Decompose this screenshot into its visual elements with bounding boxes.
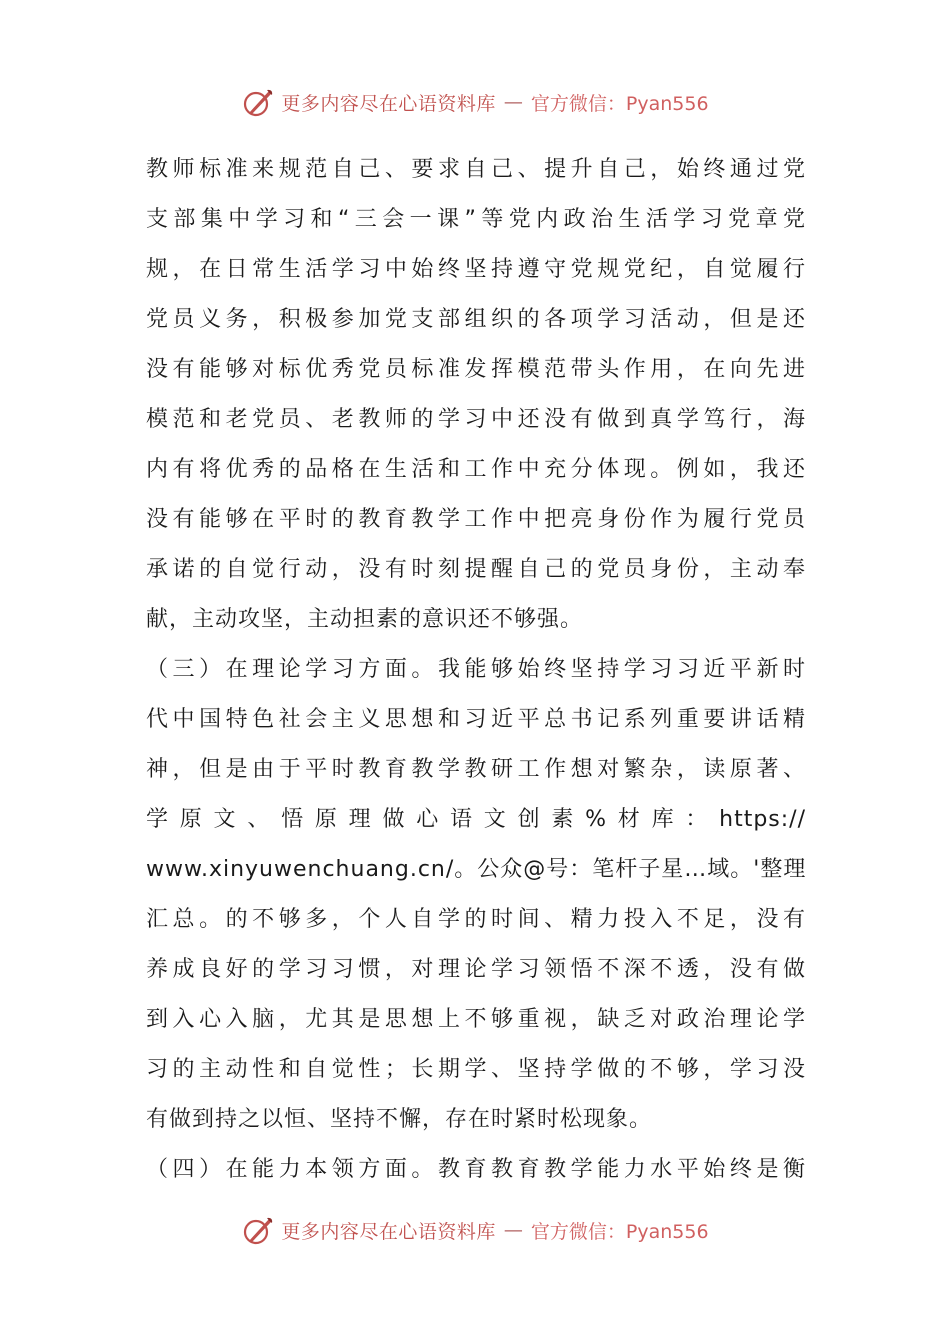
footer-contact-text: 官方微信：Pyan556	[530, 1220, 709, 1243]
header-separator: —	[503, 91, 523, 113]
body-line: 习的主动性和自觉性；长期学、坚持学做的不够，学习没	[146, 1057, 806, 1082]
quill-pen-icon	[241, 1213, 275, 1247]
document-body	[146, 145, 806, 1195]
footer-banner	[0, 1210, 950, 1250]
body-line: 学原文、悟原理做心语文创素%材库：https://	[146, 807, 806, 832]
body-line: 神，但是由于平时教育教学教研工作想对繁杂，读原著、	[146, 757, 806, 782]
body-line: 没有能够在平时的教育教学工作中把亮身份作为履行党员	[146, 507, 806, 532]
body-line: 养成良好的学习习惯，对理论学习领悟不深不透，没有做	[146, 957, 806, 982]
header-contact-text: 官方微信：Pyan556	[530, 92, 709, 115]
body-line: 没有能够对标优秀党员标准发挥模范带头作用，在向先进	[146, 357, 806, 382]
body-line: www.xinyuwenchuang.cn/。公众@号：笔杆子星…域。'整理	[146, 857, 807, 882]
body-line: 代中国特色社会主义思想和习近平总书记系列重要讲话精	[146, 707, 806, 732]
body-line: 规，在日常生活学习中始终坚持遵守党规党纪，自觉履行	[146, 257, 806, 282]
section-heading-line: （三）在理论学习方面。我能够始终坚持学习习近平新时	[146, 657, 806, 682]
body-line: 汇总。的不够多，个人自学的时间、精力投入不足，没有	[146, 907, 806, 932]
body-line: 党员义务，积极参加党支部组织的各项学习活动，但是还	[146, 307, 806, 332]
body-line: 到入心入脑，尤其是思想上不够重视，缺乏对政治理论学	[146, 1007, 806, 1032]
footer-separator: —	[503, 1219, 523, 1241]
body-line: 有做到持之以恒、坚持不懈，存在时紧时松现象。	[146, 1107, 653, 1132]
body-line: 教师标准来规范自己、要求自己、提升自己，始终通过党	[146, 157, 806, 182]
body-line: 内有将优秀的品格在生活和工作中充分体现。例如，我还	[146, 457, 806, 482]
body-line: 承诺的自觉行动，没有时刻提醒自己的党员身份，主动奉	[146, 557, 806, 582]
header-banner	[0, 82, 950, 122]
section-heading-line: （四）在能力本领方面。教育教育教学能力水平始终是衡	[146, 1157, 806, 1182]
body-line: 献，主动攻坚，主动担素的意识还不够强。	[146, 607, 584, 632]
body-line: 模范和老党员、老教师的学习中还没有做到真学笃行，海	[146, 407, 806, 432]
body-line: 支部集中学习和“三会一课”等党内政治生活学习党章党	[146, 207, 806, 232]
footer-brand-text: 更多内容尽在心语资料库	[281, 1220, 496, 1243]
header-brand-text: 更多内容尽在心语资料库	[281, 92, 496, 115]
quill-pen-icon	[241, 85, 275, 119]
